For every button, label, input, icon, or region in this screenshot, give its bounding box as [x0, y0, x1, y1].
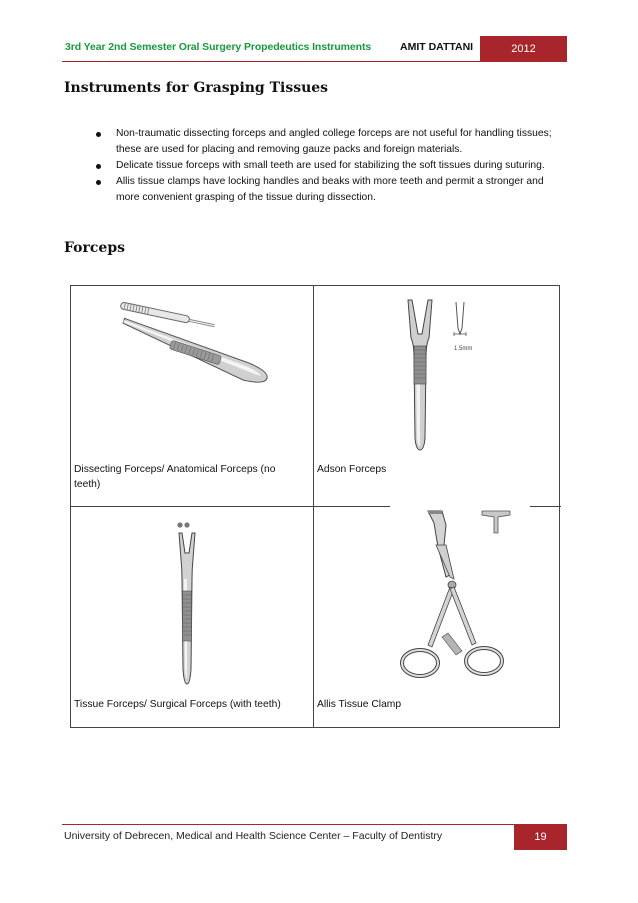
bullet-text: Delicate tissue forceps with small teeth are used for stabilizing the soft tissues during suturing.: [116, 160, 545, 171]
year-label: 2012: [511, 43, 536, 55]
bullet-dot-icon: [96, 180, 101, 185]
table-cell-dissecting-forceps: [71, 286, 314, 507]
table-cell-allis-clamp: [314, 507, 561, 728]
adson-inset-label: 1.5mm: [454, 346, 473, 352]
cell-caption: Dissecting Forceps/ Anatomical Forceps (no teeth): [74, 464, 276, 490]
author-name: AMIT DATTANI: [400, 41, 474, 53]
page-footer: [62, 824, 567, 850]
table-cell-adson-forceps: [314, 286, 561, 507]
cell-caption: Allis Tissue Clamp: [317, 699, 402, 710]
section-heading-grasping: Instruments for Grasping Tissues: [64, 80, 329, 96]
page-number: 19: [534, 831, 547, 843]
page-number-badge: [514, 824, 567, 850]
adson-forceps-image: [394, 298, 484, 458]
bullet-item: [92, 158, 562, 174]
section-heading-forceps: Forceps: [64, 240, 125, 256]
course-title: 3rd Year 2nd Semester Oral Surgery Propedeutics Instruments: [65, 41, 372, 53]
tissue-forceps-image: [165, 519, 205, 694]
bullet-list: [92, 126, 562, 206]
bullet-item: [92, 126, 562, 158]
allis-clamp-image: [390, 505, 530, 695]
bullet-dot-icon: [96, 164, 101, 169]
bullet-text: Allis tissue clamps have locking handles and beaks with more teeth and permit a stronger and more convenient grasping of the tissue during dissection.: [116, 176, 544, 203]
bullet-item: [92, 174, 562, 206]
dissecting-forceps-image: [99, 298, 279, 393]
page-header: [62, 36, 567, 62]
bullet-text: Non-traumatic dissecting forceps and angled college forceps are not useful for handling tissues; these are used for placing and removing gauze packs and foreign materials.: [116, 128, 552, 155]
table-cell-tissue-forceps: [71, 507, 314, 728]
bullet-dot-icon: [96, 132, 101, 137]
cell-caption: Adson Forceps: [317, 464, 387, 475]
forceps-table: [70, 285, 560, 728]
header-rule: [62, 61, 482, 62]
institution-name: University of Debrecen, Medical and Health Science Center – Faculty of Dentistry: [64, 830, 443, 842]
year-badge: [480, 36, 567, 62]
cell-caption: Tissue Forceps/ Surgical Forceps (with teeth): [74, 699, 281, 710]
footer-rule: [62, 824, 567, 825]
